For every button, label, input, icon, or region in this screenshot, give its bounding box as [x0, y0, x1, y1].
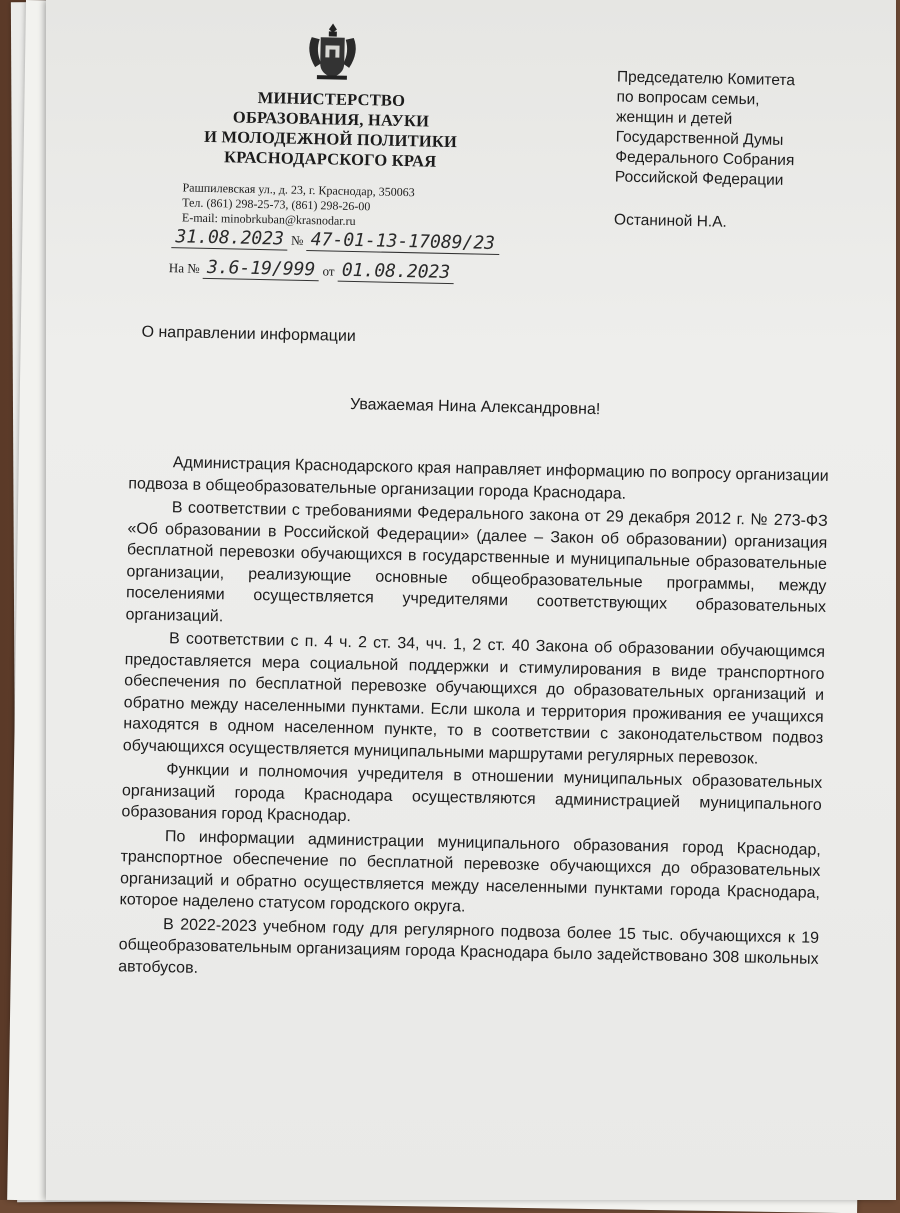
addressee-line: Федерального Собрания [615, 148, 795, 170]
incoming-reference [169, 256, 455, 283]
ministry-phone: Тел. (861) 298-25-73, (861) 298-26-00 [182, 195, 371, 214]
addressee-line: Российской Федерации [614, 168, 784, 189]
body-paragraph: В соответствии с п. 4 ч. 2 ст. 34, чч. 1, 2 ст. 40 Закона об образовании обучающимся предоставляется мера социальной поддержки и стимулирования в виде транспортного обеспечения по бесплатной перевозке обучающихся до образовательных организаций и обратно между населенными пунктами. Если школа и территория проживания ее учащихся находятся в одном населенном пункте, то в соответствии с законодательством подвоз обучающихся осуществляется муниципальными маршрутами регулярных перевозок. [122, 630, 826, 768]
letter-body [118, 451, 829, 994]
ref-date: 01.08.2023 [338, 260, 455, 284]
ministry-email: E-mail: minobrkuban@krasnodar.ru [181, 210, 356, 229]
ministry-name-line: КРАСНОДАРСКОГО КРАЯ [223, 147, 437, 171]
salutation: Уважаемая Нина Александровна! [349, 395, 601, 419]
addressee-name: Останиной Н.А. [613, 211, 728, 231]
body-paragraph: По информации администрации муниципального образования город Краснодар, транспортное обеспечение по бесплатной перевозке обучающихся до образовательных организаций и обратно осуществляется между населенными пунктами города Краснодара, которое наделено статусом городского округа. [119, 827, 822, 916]
krasnodar-coat-of-arms-icon [303, 19, 362, 84]
addressee-line: женщин и детей [615, 108, 733, 128]
ref-from-label: от [322, 263, 335, 279]
letter-subject: О направлении информации [141, 323, 356, 346]
ministry-name [175, 86, 487, 172]
addressee-block [615, 67, 877, 192]
ministry-name-line: И МОЛОДЕЖНОЙ ПОЛИТИКИ [203, 126, 458, 152]
ministry-name-line: МИНИСТЕРСТВО [257, 87, 406, 111]
outgoing-date: 31.08.2023 [171, 226, 288, 250]
addressee-line: Государственной Думы [615, 128, 784, 149]
outgoing-number: 47-01-13-17089/23 [307, 229, 500, 255]
ministry-name-line: ОБРАЗОВАНИЯ, НАУКИ [232, 107, 430, 131]
body-paragraph: Администрация Краснодарского края направляет информацию по вопросу организации подвоза в общеобразовательные организации города Краснодара. [128, 454, 829, 503]
ministry-address: Рашпилевская ул., д. 23, г. Краснодар, 350063 [182, 180, 415, 200]
body-paragraph: В 2022-2023 учебном году для регулярного подвоза более 15 тыс. обучающихся к 19 общеобразовательным организациям города Краснодара было задействовано 308 школьных автобусов. [118, 915, 820, 977]
ref-number: 3.6-19/999 [203, 257, 320, 281]
letter-page [46, 0, 896, 1200]
body-paragraph: Функции и полномочия учредителя в отношении муниципальных образовательных организаций города Краснодара осуществляются администрацией муниципального образования город Краснодар. [121, 761, 823, 826]
letter-content [34, 0, 900, 1209]
ref-label: На № [168, 260, 200, 276]
addressee-line: Председателю Комитета [616, 68, 796, 90]
addressee-line: по вопросам семьи, [616, 88, 760, 109]
body-paragraph: В соответствии с требованиями Федерального закона от 29 декабря 2012 г. № 273-ФЗ «Об образовании в Российской Федерации» (далее – Закон об образовании) организация бесплатной перевозки обучающихся в государственные и муниципальные образовательные организации, реализующие основные общеобразовательные программы, между поселениями осуществляется учредителями соответствующих образовательных организаций. [125, 499, 828, 625]
ministry-contacts [182, 180, 483, 231]
number-label: № [290, 232, 304, 248]
